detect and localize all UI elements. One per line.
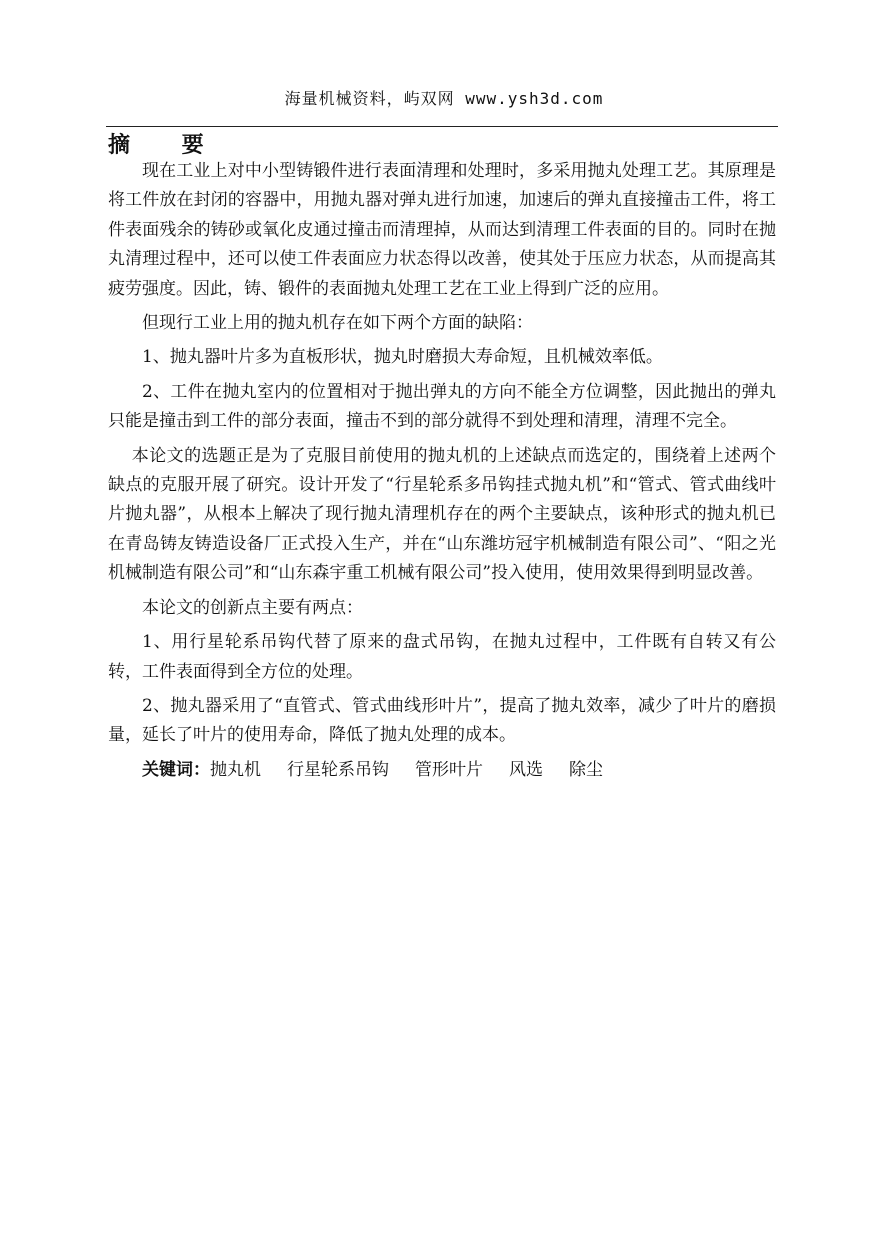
page-header: 海量机械资料，屿双网 www.ysh3d.com	[284, 89, 604, 108]
paragraph-research: 本论文的选题正是为了克服目前使用的抛丸机的上述缺点而选定的，围绕着上述两个缺点的克服开展了研究。设计开发了“行星轮系多吊钩挂式抛丸机”和“管式、管式曲线叶片抛丸器”，从根本上解决了现行抛丸清理机存在的两个主要缺点，该种形式的抛丸机已在青岛铸友铸造设备厂正式投入生产，并在“山东潍坊冠宇机械制造有限公司”、“阳之光机械制造有限公司”和“山东森宇重工机械有限公司”投入使用，使用效果得到明显改善。	[108, 445, 776, 584]
paragraph-innovation-2: 2、抛丸器采用了“直管式、管式曲线形叶片”，提高了抛丸效率，减少了叶片的磨损量，延长了叶片的使用寿命，降低了抛丸处理的成本。	[108, 695, 776, 746]
keyword: 除尘	[569, 759, 603, 780]
keywords-line	[108, 756, 776, 785]
paragraph-defect-2: 2、工件在抛丸室内的位置相对于抛出弹丸的方向不能全方位调整，因此抛出的弹丸只能是撞击到工件的部分表面，撞击不到的部分就得不到处理和清理，清理不完全。	[108, 381, 776, 432]
keyword: 行星轮系吊钩	[287, 759, 389, 780]
keyword: 风选	[509, 759, 543, 780]
abstract-title: 摘 要	[108, 133, 226, 158]
paragraph-principle: 现在工业上对中小型铸锻件进行表面清理和处理时，多采用抛丸处理工艺。其原理是将工件放在封闭的容器中，用抛丸器对弹丸进行加速，加速后的弹丸直接撞击工件，将工件表面残余的铸砂或氧化皮通过撞击而清理掉，从而达到清理工件表面的目的。同时在抛丸清理过程中，还可以使工件表面应力状态得以改善，使其处于压应力状态，从而提高其疲劳强度。因此，铸、锻件的表面抛丸处理工艺在工业上得到广泛的应用。	[108, 161, 776, 299]
paragraph-innovation-1: 1、用行星轮系吊钩代替了原来的盘式吊钩，在抛丸过程中，工件既有自转又有公转，工件表面得到全方位的处理。	[108, 632, 776, 682]
keyword: 管形叶片	[415, 759, 483, 780]
keyword: 抛丸机	[210, 759, 261, 780]
abstract-body	[108, 157, 776, 790]
paragraph-defects-intro: 但现行工业上用的抛丸机存在如下两个方面的缺陷：	[142, 313, 533, 334]
paragraph-defect-1: 1、抛丸器叶片多为直板形状，抛丸时磨损大寿命短，且机械效率低。	[142, 347, 663, 368]
keywords-label: 关键词：	[142, 759, 210, 780]
paragraph-innovations-intro: 本论文的创新点主要有两点：	[142, 597, 363, 618]
header-divider	[106, 126, 778, 127]
